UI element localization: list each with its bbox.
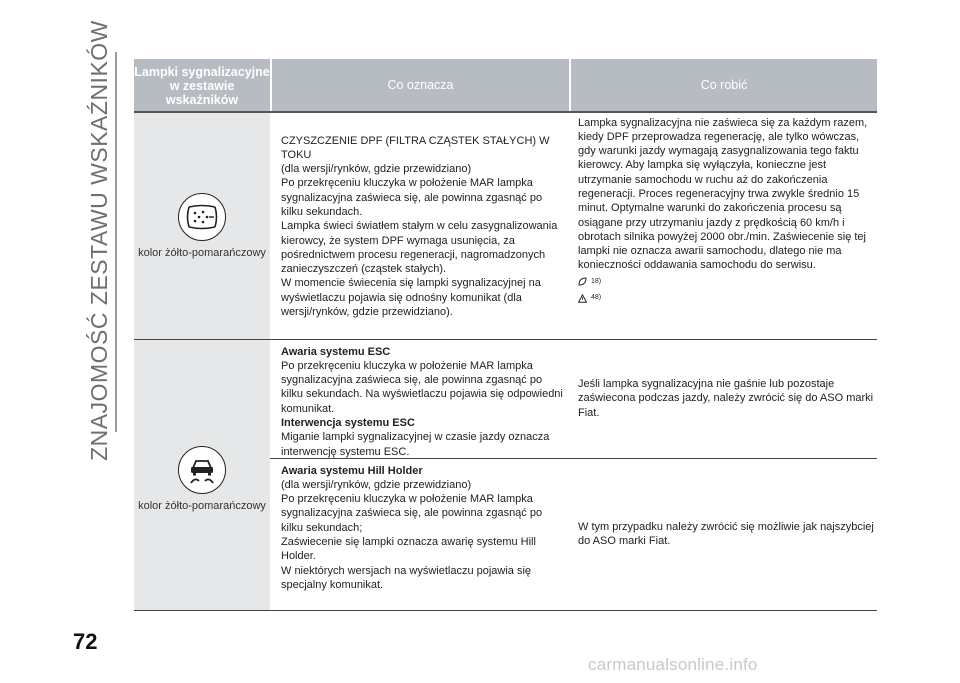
reference-number: 48) xyxy=(591,294,602,302)
meaning-line: Miganie lampki sygnalizacyjnej w czasie jazdy oznacza interwencję systemu ESC. xyxy=(281,431,550,458)
meaning-line: (dla wersji/rynków, gdzie przewidziano) xyxy=(281,478,472,491)
color-label: kolor żółto-pomarańczowy xyxy=(138,246,266,259)
header-lights: Lampki sygnalizacyjne w zestawie wskaźników xyxy=(134,59,272,111)
action-cell-hill-holder xyxy=(567,459,877,610)
subrow-hill-holder xyxy=(270,459,877,610)
warning-triangle-icon xyxy=(578,294,587,303)
meaning-line: Po przekręceniu kluczyka w położenie MAR lampka sygnalizacyjna zaświeca się, ale powinna zgasnąć po kilku sekundach. xyxy=(281,177,543,218)
section-title-text: ZNAJOMOŚĆ ZESTAWU WSKAŹNIKÓW xyxy=(85,19,112,461)
meaning-cell-dpf xyxy=(270,113,567,339)
icon-cell-esc xyxy=(134,340,270,610)
table-row-dpf xyxy=(134,113,877,339)
header-meaning: Co oznacza xyxy=(272,59,571,111)
meaning-line: Po przekręceniu kluczyka w położenie MAR lampka sygnalizacyjna zaświeca się, ale powinna zgasnąć po kilku sekundach; xyxy=(281,493,543,534)
meaning-line: Lampka świeci światłem stałym w celu zasygnalizowania kierowcy, że system DPF wymaga usunięcia, za pośrednictwem procesu regeneracji, nagromadzonych zanieczyszczeń (cząstek stałych). xyxy=(281,220,558,276)
page-number: 72 xyxy=(73,629,98,654)
esc-skid-car-icon xyxy=(178,446,226,494)
reference-note[interactable] xyxy=(578,275,877,289)
action-text: Lampka sygnalizacyjna nie zaświeca się za każdym razem, kiedy DPF przeprowadza regenerację, ale tylko wówczas, gdy warunki jazdy wymagają zasygnalizowania tego faktu kierowcy. Aby lampka się wyłączyła, konieczne jest utrzymanie samochodu w ruchu aż do zakończenia regeneracji. Proces regeneracyjny trwa zwykle średnio 15 minut. Optymalne warunki do zakończenia procesu są osiągane przy utrzymaniu jazdy z prędkością 60 km/h i obrotach silnika powyżej 2000 obr./min. Zaświecenie się tej lampki nie oznacza awarii samochodu, dlatego nie ma konieczności oddawania samochodu do serwisu. xyxy=(578,116,868,272)
dpf-filter-icon xyxy=(178,193,226,241)
meaning-cell-esc xyxy=(270,340,567,458)
meaning-title: Awaria systemu Hill Holder xyxy=(281,464,423,477)
meaning-line: W momencie świecenia się lampki sygnalizacyjnej na wyświetlaczu pojawia się odnośny komunikat (dla wersji/rynków, gdzie przewidziano). xyxy=(281,277,541,319)
meaning-cell-hill-holder xyxy=(270,459,567,610)
meaning-title: Awaria systemu ESC xyxy=(281,345,391,358)
meaning-line: (dla wersji/rynków, gdzie przewidziano) xyxy=(281,163,472,176)
warning-lights-table xyxy=(134,59,877,611)
esc-subrows xyxy=(270,340,877,610)
section-divider xyxy=(115,52,117,432)
action-text: Jeśli lampka sygnalizacyjna nie gaśnie lub pozostaje zaświecona podczas jazdy, należy zwrócić się do ASO marki Fiat. xyxy=(578,378,874,419)
header-action: Co robić xyxy=(700,78,748,92)
table-row-esc xyxy=(134,340,877,610)
icon-cell-dpf xyxy=(134,113,270,339)
action-text: W tym przypadku należy zwrócić się możliwie jak najszybciej do ASO marki Fiat. xyxy=(578,520,874,547)
action-cell-dpf xyxy=(567,113,877,339)
section-title xyxy=(84,19,114,461)
table-header xyxy=(134,59,877,111)
meaning-title: Interwencja systemu ESC xyxy=(281,416,415,429)
meaning-line: W niektórych wersjach na wyświetlaczu pojawia się specjalny komunikat. xyxy=(281,564,532,591)
action-cell-esc xyxy=(567,340,877,458)
subrow-esc xyxy=(270,340,877,458)
row-divider xyxy=(134,610,877,611)
leaf-icon xyxy=(578,277,587,286)
color-label: kolor żółto-pomarańczowy xyxy=(138,499,266,512)
meaning-title: CZYSZCZENIE DPF (FILTRA CZĄSTEK STAŁYCH) W TOKU xyxy=(281,134,550,161)
reference-number: 18) xyxy=(591,277,602,285)
reference-warning[interactable] xyxy=(578,291,877,305)
meaning-line: Po przekręceniu kluczyka w położenie MAR lampka sygnalizacyjna zaświeca się, ale powinna zgasnąć po kilku sekundach. Na wyświetlaczu pojawia się odpowiedni komunikat. xyxy=(281,359,563,415)
watermark: carmanualsonline.info xyxy=(588,655,758,674)
meaning-line: Zaświecenie się lampki oznacza awarię systemu Hill Holder. xyxy=(281,535,536,563)
